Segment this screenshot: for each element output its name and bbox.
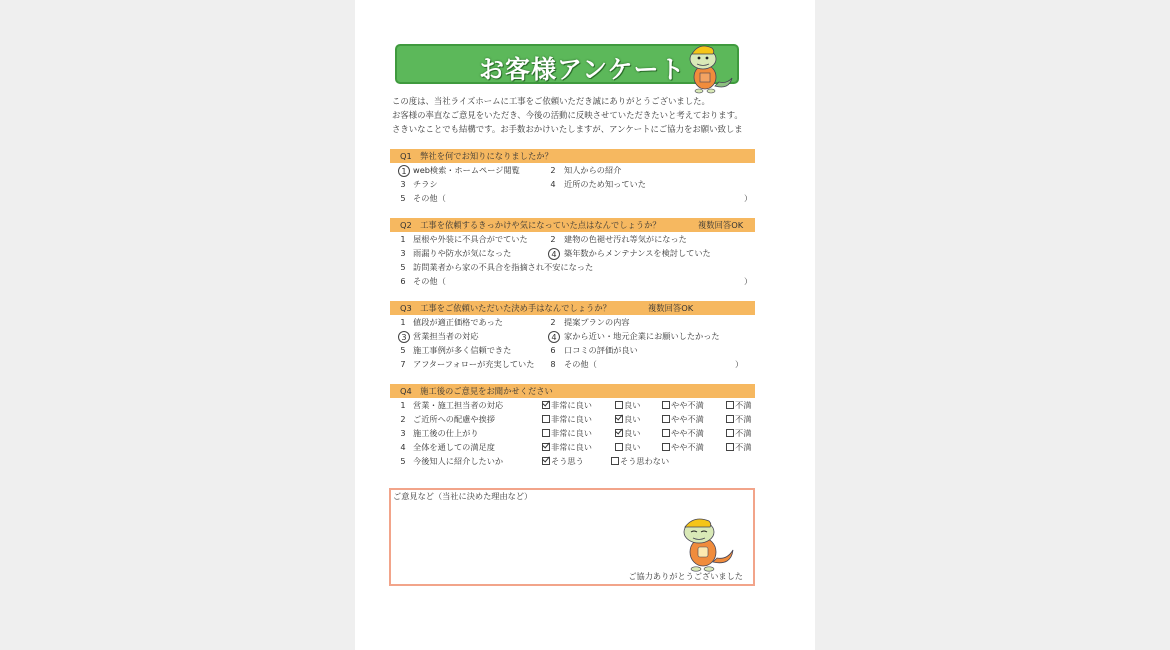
q2-option-label: その他（ [413,276,446,286]
q1-row [395,164,755,177]
dinosaur-mascot-icon [679,514,735,572]
thanks-message: ご協力ありがとうございました [628,571,743,581]
q1-option-label: web検索・ホームページ閲覧 [413,165,520,175]
referral-yes-option[interactable] [542,455,584,468]
option-number[interactable]: 1 [400,234,406,244]
q1-option-label: 近所のため知っていた [564,179,646,189]
rating-option[interactable] [615,427,640,440]
option-number[interactable]: 1 [398,165,410,177]
q2-option-label: 訪問業者から家の不具合を指摘され不安になった [413,262,594,272]
q3-option-label: 提案プランの内容 [564,317,630,327]
option-number: 1 [400,400,406,410]
dinosaur-mascot-icon [685,40,735,94]
option-number[interactable]: 4 [548,331,560,343]
option-number: 5 [400,456,406,466]
rating-option[interactable] [726,427,751,440]
rating-option[interactable] [542,413,592,426]
q2-heading-text: Q2 工事を依頼するきっかけや気になっていた点はなんでしょうか？ [400,220,661,230]
checkbox[interactable] [662,415,670,423]
intro-line: さきいなことでも結構です。お手数おかけいたしますが、アンケートにご協力をお願い致しま [392,124,743,134]
intro-text [392,94,762,136]
option-number[interactable]: 6 [400,276,406,286]
rating-label: 非常に良い [551,414,592,424]
rating-label: 不満 [735,442,752,452]
q3-row [395,344,755,357]
option-number[interactable]: 3 [400,179,406,189]
option-number[interactable]: 5 [400,262,406,272]
page-title: お客様アンケート [479,55,686,84]
q1-row [395,192,755,205]
rating-label: 非常に良い [551,428,592,438]
rating-option[interactable] [726,399,751,412]
q4-row-label: 営業・施工担当者の対応 [413,400,504,410]
checkbox[interactable] [726,429,734,437]
q4-row-label: ご近所への配慮や挨拶 [413,414,495,424]
q1-heading-text: Q1 弊社を何でお知りになりましたか？ [400,151,553,161]
rating-option[interactable] [615,413,640,426]
checkbox[interactable] [615,401,623,409]
q1-row [395,178,755,191]
q4-row [395,441,755,454]
q2-heading [390,218,755,232]
q1-option-label: その他（ [413,193,446,203]
referral-no-label: そう思わない [620,456,670,466]
checkbox[interactable] [611,457,619,465]
q4-row-label: 全体を通しての満足度 [413,442,495,452]
q3-row [395,316,755,329]
rating-option[interactable] [542,399,592,412]
q3-option-label: 値段が適正価格であった [413,317,503,327]
option-number[interactable]: 2 [550,234,556,244]
option-number: 2 [400,414,406,424]
checkbox[interactable] [615,415,623,423]
checkbox[interactable] [726,401,734,409]
close-paren: ） [744,193,753,203]
q2-option-label: 建物の色褪せ汚れ等気がになった [564,234,687,244]
rating-label: 非常に良い [551,400,592,410]
comment-box[interactable] [389,488,755,586]
q4-row [395,413,755,426]
referral-yes-label: そう思う [551,456,584,466]
checkbox[interactable] [542,443,550,451]
checkbox[interactable] [542,401,550,409]
rating-label: やや不満 [671,414,704,424]
rating-option[interactable] [726,441,751,454]
rating-label: やや不満 [671,400,704,410]
rating-label: やや不満 [671,428,704,438]
q2-row [395,247,755,260]
referral-no-option[interactable] [611,455,669,468]
option-number[interactable]: 8 [550,359,556,369]
close-paren: ） [744,276,753,286]
checkbox[interactable] [542,415,550,423]
q2-row [395,261,755,274]
comment-label: ご意見など（当社に決めた理由など） [393,491,533,501]
checkbox[interactable] [615,443,623,451]
close-paren: ） [735,359,744,369]
rating-option[interactable] [662,399,704,412]
q3-heading-text: Q3 工事をご依頼いただいた決め手はなんでしょうか？ [400,303,611,313]
checkbox[interactable] [726,415,734,423]
q4-heading [390,384,755,398]
rating-label: 良い [624,400,641,410]
q2-option-label: 築年数からメンテナンスを検討していた [564,248,711,258]
q3-option-label: アフターフォローが充実していた [413,359,535,369]
q4-row-label: 施工後の仕上がり [413,428,479,438]
option-number[interactable]: 3 [400,248,406,258]
option-number[interactable]: 2 [550,317,556,327]
rating-option[interactable] [615,399,640,412]
option-number[interactable]: 3 [398,331,410,343]
option-number: 4 [400,442,406,452]
q3-row [395,330,755,343]
q4-row [395,427,755,440]
rating-label: 非常に良い [551,442,592,452]
checkbox[interactable] [662,443,670,451]
rating-option[interactable] [662,427,704,440]
intro-line: この度は、当社ライズホームに工事をご依頼いただき誠にありがとうございました。 [392,96,710,106]
option-number[interactable]: 5 [400,193,406,203]
q4-row-label: 今後知人に紹介したいか [413,456,504,466]
q4-heading-text: Q4 施工後のご意見をお聞かせください [400,386,553,396]
multi-answer-note: 複数回答OK [648,303,694,313]
option-number[interactable]: 6 [550,345,556,355]
checkbox[interactable] [662,429,670,437]
q3-heading [390,301,755,315]
rating-option[interactable] [662,413,704,426]
q1-option-label: チラシ [413,179,438,189]
rating-option[interactable] [542,427,592,440]
option-number[interactable]: 2 [550,165,556,175]
q3-option-label: 口コミの評価が良い [564,345,638,355]
rating-label: 良い [624,442,641,452]
q2-option-label: 屋根や外装に不具合がでていた [413,234,528,244]
checkbox[interactable] [615,429,623,437]
q1-heading [390,149,755,163]
q2-row [395,275,755,288]
rating-label: やや不満 [671,442,704,452]
option-number[interactable]: 4 [548,248,560,260]
rating-option[interactable] [542,441,592,454]
rating-label: 良い [624,414,641,424]
q4-row [395,399,755,412]
intro-line: お客様の率直なご意見をいただき、今後の活動に反映させていただきたいと考えております。 [392,110,743,120]
option-number[interactable]: 5 [400,345,406,355]
multi-answer-note: 複数回答OK [698,220,744,230]
option-number: 3 [400,428,406,438]
q3-option-label: 営業担当者の対応 [413,331,479,341]
checkbox[interactable] [726,443,734,451]
q1-option-label: 知人からの紹介 [564,165,622,175]
q3-option-label: 施工事例が多く信頼できた [413,345,512,355]
q3-row [395,358,755,371]
rating-option[interactable] [726,413,751,426]
rating-option[interactable] [662,441,704,454]
rating-label: 良い [624,428,641,438]
q3-option-label: 家から近い・地元企業にお願いしたかった [564,331,720,341]
option-number[interactable]: 7 [400,359,406,369]
rating-label: 不満 [735,400,752,410]
rating-option[interactable] [615,441,640,454]
q2-row [395,233,755,246]
q2-option-label: 雨漏りや防水が気になった [413,248,512,258]
survey-page [355,0,815,650]
checkbox[interactable] [662,401,670,409]
option-number[interactable]: 4 [550,179,556,189]
rating-label: 不満 [735,428,752,438]
option-number[interactable]: 1 [400,317,406,327]
checkbox[interactable] [542,457,550,465]
checkbox[interactable] [542,429,550,437]
rating-label: 不満 [735,414,752,424]
q3-option-label: その他（ [564,359,597,369]
q4-referral-row [395,455,755,468]
